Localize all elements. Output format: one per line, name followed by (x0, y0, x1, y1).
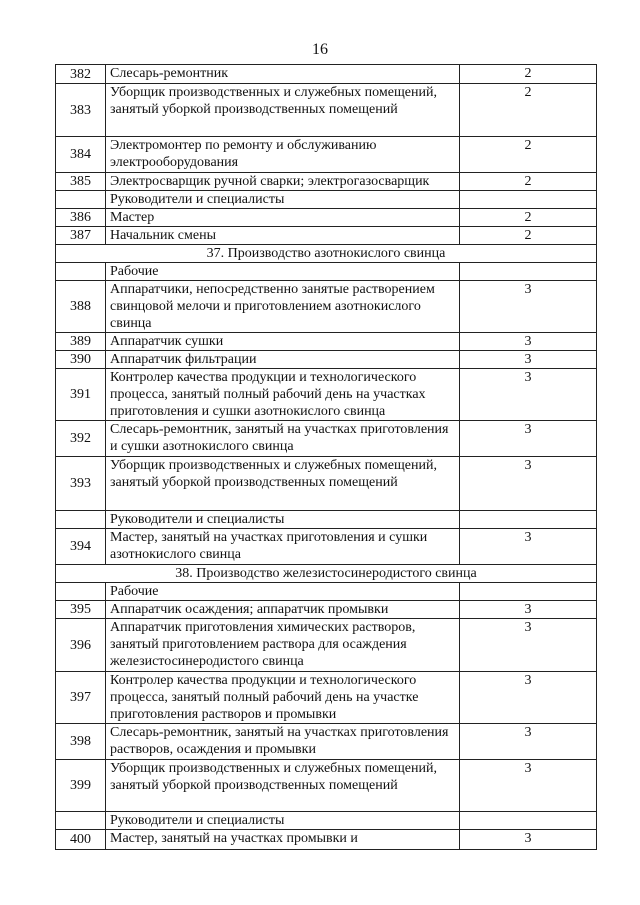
row-value: 3 (460, 457, 597, 511)
table-row (56, 65, 597, 84)
number-cell (56, 511, 106, 529)
position-name: Начальник смены (106, 227, 460, 245)
position-name: Аппаратчик осаждения; аппаратчик промывки (106, 601, 460, 619)
row-number: 393 (56, 457, 106, 511)
row-number: 383 (56, 84, 106, 137)
row-value: 3 (460, 421, 597, 457)
row-number: 399 (56, 760, 106, 812)
row-value: 3 (460, 369, 597, 421)
position-name: Слесарь-ремонтник, занятый на участках приготовления растворов, осаждения и промывки (106, 724, 460, 760)
row-value: 3 (460, 351, 597, 369)
table-row (56, 830, 597, 850)
category-label: Рабочие (106, 263, 460, 281)
value-cell (460, 263, 597, 281)
category-row (56, 583, 597, 601)
value-cell (460, 812, 597, 830)
table-row (56, 281, 597, 333)
position-name: Аппаратчики, непосредственно занятые растворением свинцовой мелочи и приготовлением азотнокислого свинца (106, 281, 460, 333)
category-row (56, 812, 597, 830)
position-name: Контролер качества продукции и технологического процесса, занятый полный рабочий день на участке приготовления растворов и промывки (106, 672, 460, 724)
position-name: Аппаратчик фильтрации (106, 351, 460, 369)
position-name: Слесарь-ремонтник, занятый на участках приготовления и сушки азотнокислого свинца (106, 421, 460, 457)
row-number: 384 (56, 137, 106, 173)
row-number: 385 (56, 173, 106, 191)
position-name: Аппаратчик приготовления химических растворов, занятый приготовлением раствора для осаждения железистосинеродистого свинца (106, 619, 460, 672)
row-number: 390 (56, 351, 106, 369)
table-row (56, 209, 597, 227)
row-number: 388 (56, 281, 106, 333)
table-row (56, 421, 597, 457)
row-number: 395 (56, 601, 106, 619)
section-heading: 37. Производство азотнокислого свинца (56, 245, 597, 263)
number-cell (56, 263, 106, 281)
section-heading-row (56, 565, 597, 583)
category-label: Рабочие (106, 583, 460, 601)
value-cell (460, 511, 597, 529)
table-row (56, 227, 597, 245)
position-name: Мастер, занятый на участках приготовления и сушки азотнокислого свинца (106, 529, 460, 565)
number-cell (56, 191, 106, 209)
row-value: 3 (460, 830, 597, 850)
row-number: 392 (56, 421, 106, 457)
value-cell (460, 583, 597, 601)
row-number: 400 (56, 830, 106, 850)
table-row (56, 351, 597, 369)
category-row (56, 511, 597, 529)
row-value: 2 (460, 209, 597, 227)
table-row (56, 137, 597, 173)
position-name: Аппаратчик сушки (106, 333, 460, 351)
row-value: 2 (460, 65, 597, 84)
row-value: 3 (460, 529, 597, 565)
table-row (56, 529, 597, 565)
category-row (56, 263, 597, 281)
position-name: Электросварщик ручной сварки; электрогазосварщик (106, 173, 460, 191)
positions-table (55, 64, 597, 850)
row-number: 386 (56, 209, 106, 227)
row-number: 397 (56, 672, 106, 724)
section-heading-row (56, 245, 597, 263)
row-value: 3 (460, 672, 597, 724)
position-name: Уборщик производственных и служебных помещений, занятый уборкой производственных помещений (106, 760, 460, 812)
table-row (56, 457, 597, 511)
row-number: 389 (56, 333, 106, 351)
page-number: 16 (312, 41, 328, 58)
row-value: 3 (460, 760, 597, 812)
table-row (56, 601, 597, 619)
position-name: Мастер, занятый на участках промывки и (106, 830, 460, 850)
position-name: Электромонтер по ремонту и обслуживанию электрооборудования (106, 137, 460, 173)
row-number: 396 (56, 619, 106, 672)
row-number: 382 (56, 65, 106, 84)
row-value: 3 (460, 333, 597, 351)
position-name: Мастер (106, 209, 460, 227)
category-label: Руководители и специалисты (106, 511, 460, 529)
number-cell (56, 583, 106, 601)
row-number: 394 (56, 529, 106, 565)
position-name: Контролер качества продукции и технологического процесса, занятый полный рабочий день на участках приготовления и сушки азотнокислого свинца (106, 369, 460, 421)
row-value: 3 (460, 281, 597, 333)
number-cell (56, 812, 106, 830)
category-label: Руководители и специалисты (106, 812, 460, 830)
table-body (56, 65, 597, 850)
table-row (56, 760, 597, 812)
position-name: Уборщик производственных и служебных помещений, занятый уборкой производственных помещений (106, 457, 460, 511)
table-row (56, 84, 597, 137)
table-row (56, 333, 597, 351)
value-cell (460, 191, 597, 209)
row-value: 3 (460, 601, 597, 619)
table-row (56, 619, 597, 672)
section-heading: 38. Производство железистосинеродистого свинца (56, 565, 597, 583)
position-name: Уборщик производственных и служебных помещений, занятый уборкой производственных помещений (106, 84, 460, 137)
row-value: 2 (460, 173, 597, 191)
table-row (56, 672, 597, 724)
table-row (56, 724, 597, 760)
table-row (56, 173, 597, 191)
row-value: 2 (460, 84, 597, 137)
row-number: 391 (56, 369, 106, 421)
row-number: 387 (56, 227, 106, 245)
table-row (56, 369, 597, 421)
position-name: Слесарь-ремонтник (106, 65, 460, 84)
category-label: Руководители и специалисты (106, 191, 460, 209)
row-value: 2 (460, 227, 597, 245)
row-value: 2 (460, 137, 597, 173)
row-value: 3 (460, 724, 597, 760)
category-row (56, 191, 597, 209)
row-value: 3 (460, 619, 597, 672)
row-number: 398 (56, 724, 106, 760)
